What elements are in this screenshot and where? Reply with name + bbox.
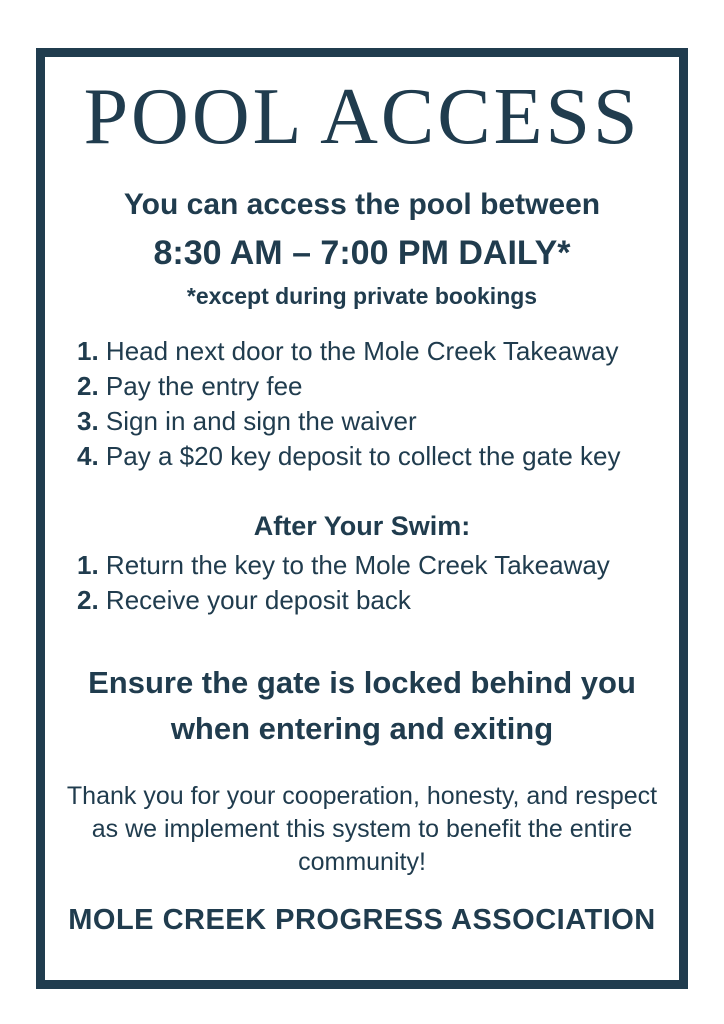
access-hours-intro: You can access the pool between: [123, 188, 601, 221]
step-text: Head next door to the Mole Creek Takeaway: [105, 336, 619, 366]
step-text: Pay the entry fee: [105, 371, 303, 401]
list-item: [77, 369, 679, 404]
step-number: 3.: [77, 406, 99, 436]
step-number: 2.: [77, 585, 99, 615]
organization-name: MOLE CREEK PROGRESS ASSOCIATION: [68, 904, 656, 936]
poster-title: POOL ACCESS: [83, 73, 641, 161]
step-text: Pay a $20 key deposit to collect the gate key: [105, 441, 621, 471]
step-number: 1.: [77, 550, 99, 580]
access-hours-time: 8:30 AM – 7:00 PM DAILY*: [153, 234, 571, 272]
gate-lock-notice-line2: when entering and exiting: [170, 711, 554, 746]
thanks-line2: as we implement this system to benefit the entire: [91, 815, 633, 843]
thanks-line1: Thank you for your cooperation, honesty, and respect: [66, 782, 658, 810]
private-bookings-note: *except during private bookings: [186, 283, 538, 309]
step-text: Receive your deposit back: [105, 585, 411, 615]
step-text: Return the key to the Mole Creek Takeaway: [105, 550, 610, 580]
step-text: Sign in and sign the waiver: [105, 406, 417, 436]
gate-lock-notice: [45, 660, 679, 752]
list-item: [77, 404, 679, 439]
thanks-line3: community!: [298, 848, 426, 876]
after-swim-steps-list: [45, 548, 679, 618]
list-item: [77, 334, 679, 369]
entry-steps-list: [45, 334, 679, 474]
step-number: 2.: [77, 371, 99, 401]
list-item: [77, 583, 679, 618]
after-swim-heading: After Your Swim:: [253, 511, 471, 541]
gate-lock-notice-line1: Ensure the gate is locked behind you: [88, 665, 636, 700]
thanks-paragraph: [45, 780, 679, 879]
step-number: 1.: [77, 336, 99, 366]
step-number: 4.: [77, 441, 99, 471]
list-item: [77, 439, 679, 474]
poster-frame: [36, 48, 688, 989]
list-item: [77, 548, 679, 583]
